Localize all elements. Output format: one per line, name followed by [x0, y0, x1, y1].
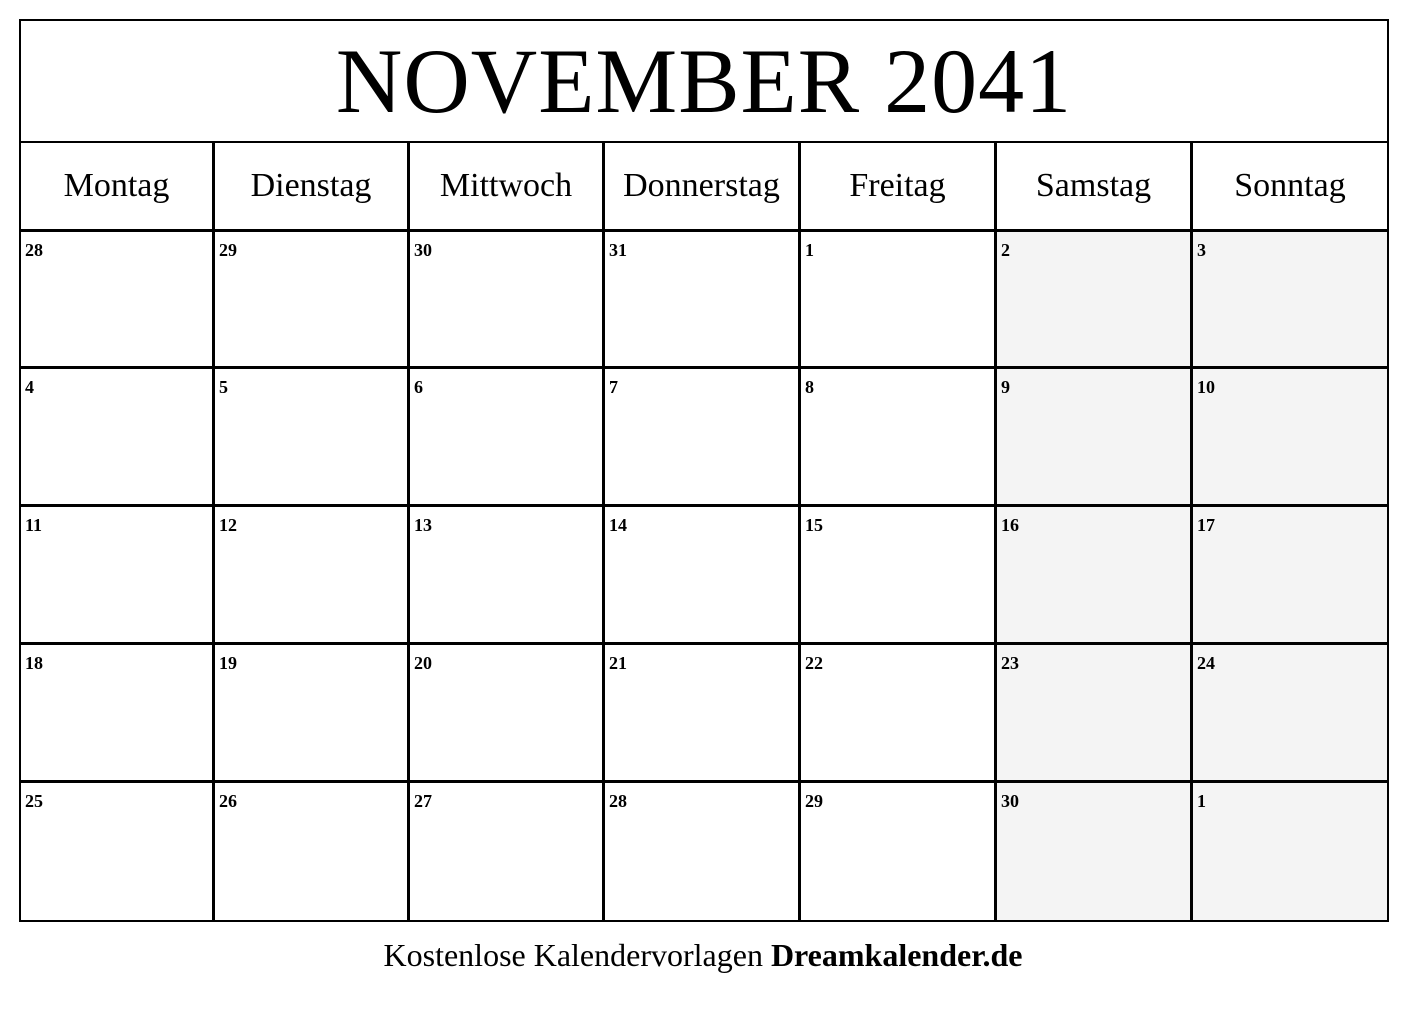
weekend-day-cell: 9	[997, 369, 1193, 507]
weekend-day-cell: 3	[1193, 232, 1387, 369]
day-cell: 1	[801, 232, 997, 369]
weekday-tuesday: Dienstag	[215, 143, 410, 232]
day-cell: 13	[410, 507, 605, 645]
day-cell: 21	[605, 645, 801, 783]
weekend-day-cell: 10	[1193, 369, 1387, 507]
day-cell: 29	[801, 783, 997, 920]
day-cell: 28	[21, 232, 215, 369]
day-cell: 26	[215, 783, 410, 920]
weekend-day-cell: 30	[997, 783, 1193, 920]
day-cell: 19	[215, 645, 410, 783]
weekday-monday: Montag	[21, 143, 215, 232]
day-cell: 20	[410, 645, 605, 783]
day-cell: 30	[410, 232, 605, 369]
day-cell: 29	[215, 232, 410, 369]
footer	[0, 937, 1406, 974]
weekend-day-cell: 2	[997, 232, 1193, 369]
weekend-day-cell: 17	[1193, 507, 1387, 645]
day-cell: 18	[21, 645, 215, 783]
weekend-day-cell: 23	[997, 645, 1193, 783]
weekday-wednesday: Mittwoch	[410, 143, 605, 232]
calendar	[19, 19, 1389, 922]
day-cell: 15	[801, 507, 997, 645]
footer-text: Kostenlose Kalendervorlagen	[383, 937, 763, 973]
day-cell: 11	[21, 507, 215, 645]
day-cell: 22	[801, 645, 997, 783]
day-cell: 6	[410, 369, 605, 507]
day-cell: 8	[801, 369, 997, 507]
weekday-sunday: Sonntag	[1193, 143, 1387, 232]
footer-brand: Dreamkalender.de	[770, 937, 1023, 973]
day-cell: 7	[605, 369, 801, 507]
day-cell: 25	[21, 783, 215, 920]
day-cell: 12	[215, 507, 410, 645]
weekday-thursday: Donnerstag	[605, 143, 801, 232]
day-cell: 28	[605, 783, 801, 920]
day-cell: 5	[215, 369, 410, 507]
weekend-day-cell: 24	[1193, 645, 1387, 783]
weekday-saturday: Samstag	[997, 143, 1193, 232]
title-bar	[21, 21, 1387, 143]
day-cell: 4	[21, 369, 215, 507]
weekend-day-cell: 1	[1193, 783, 1387, 920]
day-cell: 31	[605, 232, 801, 369]
weekday-friday: Freitag	[801, 143, 997, 232]
calendar-title: NOVEMBER 2041	[335, 30, 1073, 132]
day-cell: 14	[605, 507, 801, 645]
calendar-grid	[21, 143, 1387, 920]
day-cell: 27	[410, 783, 605, 920]
weekend-day-cell: 16	[997, 507, 1193, 645]
